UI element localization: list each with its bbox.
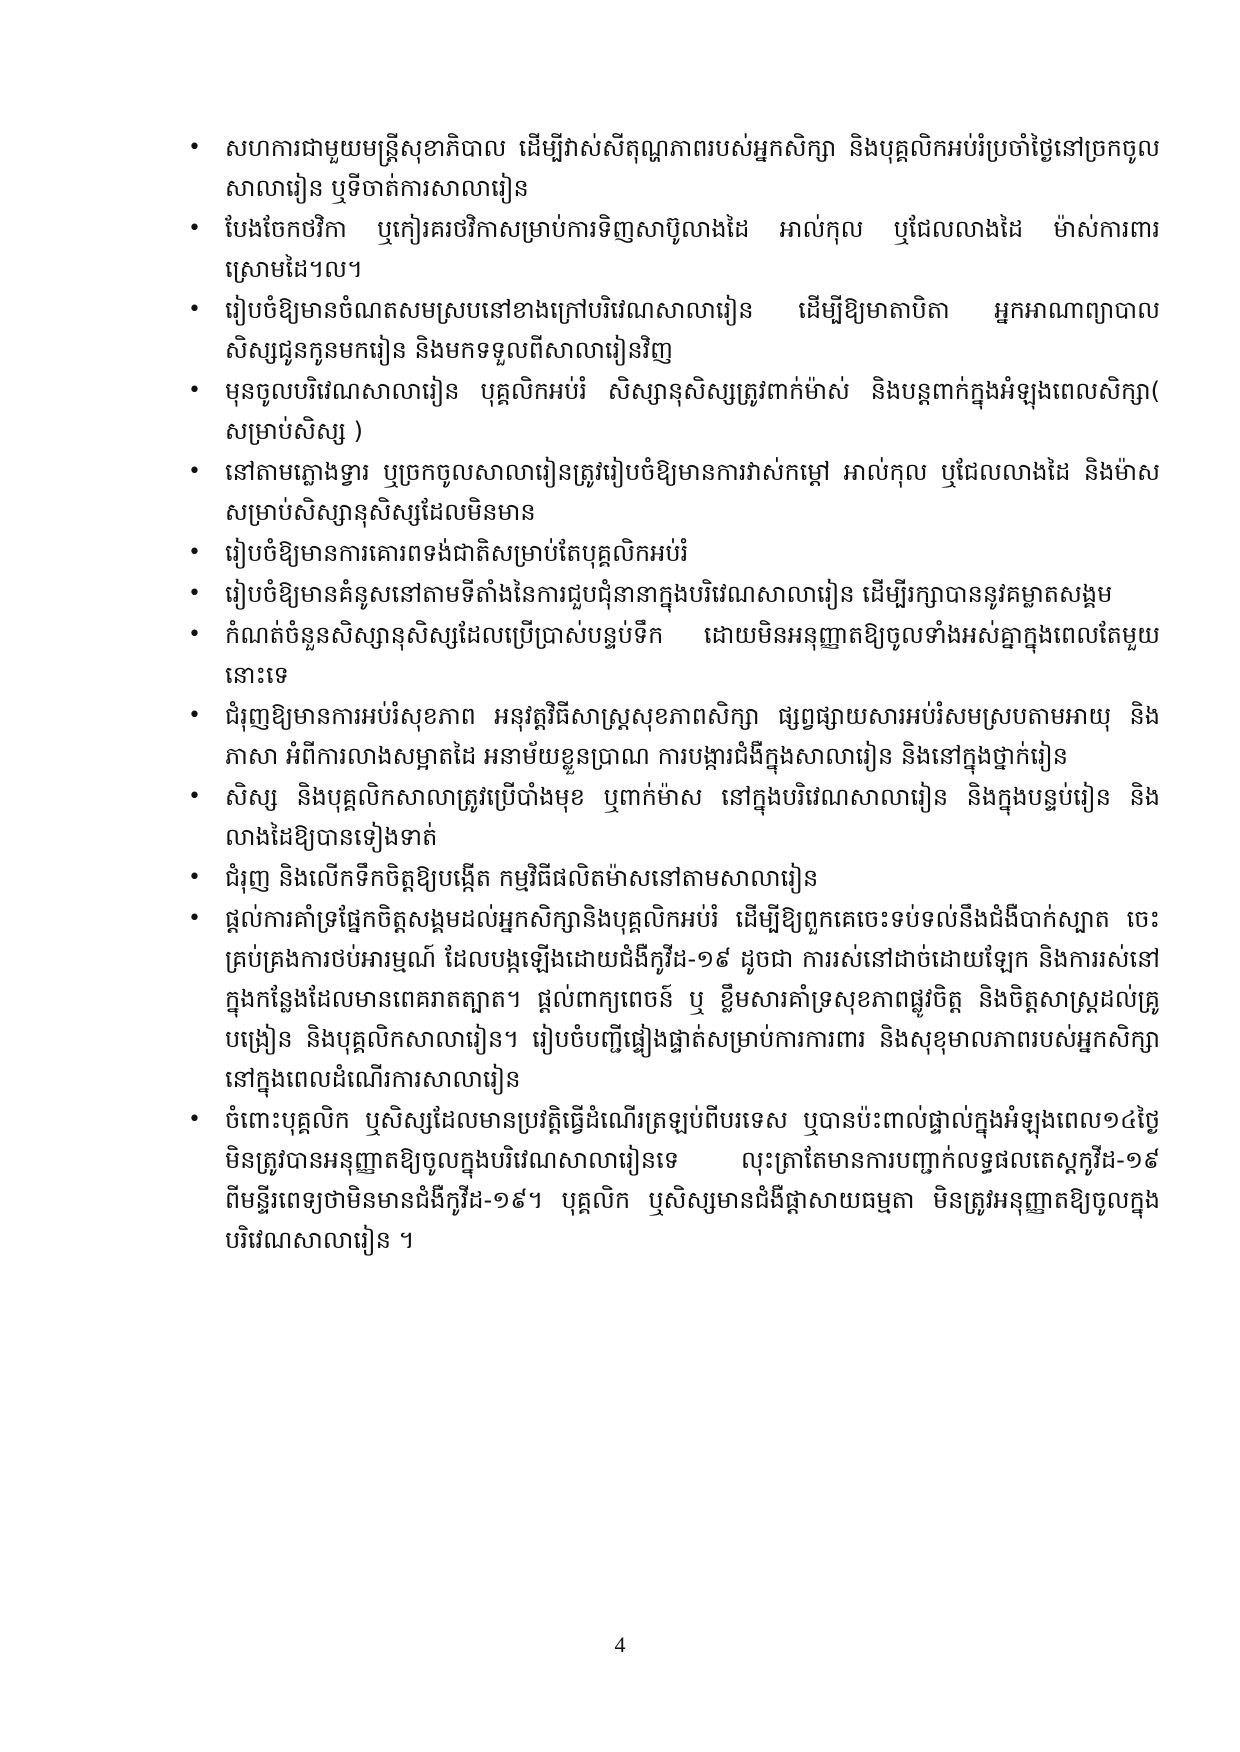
bullet-icon: • [188,622,201,647]
list-item [188,128,1160,208]
page-number: 4 [614,1632,626,1657]
list-item-text: សិស្ស និងបុគ្គលិកសាលាត្រូវប្រើបាំងមុខ ឬពាក់ម៉ាស នៅក្នុងបរិវេណសាលារៀន និងក្នុងបន្ទប់រៀន និងលាងដៃឱ្យបានទៀងទាត់ [225,783,1160,851]
list-item [188,290,1160,370]
list-item-text: កំណត់ចំនួនសិស្សានុសិស្សដែលប្រើប្រាស់បន្ទប់ទឹក ដោយមិនអនុញ្ញាតឱ្យចូលទាំងអស់គ្នាក្នុងពេលតែមួយនោះទេ [225,621,1160,689]
list-item [188,858,1160,898]
bullet-icon: • [188,865,201,890]
bullet-icon: • [188,459,201,484]
list-item [188,533,1160,573]
list-item [188,1100,1160,1260]
bullet-icon: • [188,581,201,606]
list-item-text: រៀបចំឱ្យមានចំណតសមស្របនៅខាងក្រៅបរិវេណសាលារៀន ដើម្បីឱ្យមាតាបិតា អ្នកអាណាព្យាបាលសិស្សជូនកូនមករៀន និងមកទទួលពីសាលារៀនវិញ [225,296,1160,364]
bullet-icon: • [188,703,201,728]
list-item [188,899,1160,1099]
list-item-text: មុនចូលបរិវេណសាលារៀន បុគ្គលិកអប់រំ សិស្សានុសិស្សត្រូវពាក់ម៉ាស់ និងបន្តពាក់ក្នុងអំឡុងពេលសិក្សា( សម្រាប់សិស្ស ) [225,377,1160,445]
list-item-text: ចំពោះបុគ្គលិក ឬសិស្សដែលមានប្រវត្តិធ្វើដំណើរត្រឡប់ពីបរទេស ឬបានប៉ះពាល់ផ្ទាល់ក្នុងអំឡុងពេល១៤ថ្ងៃ មិនត្រូវបានអនុញ្ញាតឱ្យចូលក្នុងបរិវេណសាលារៀនទេ លុះត្រាតែមានការបញ្ជាក់លទ្ធផលតេស្តកូវីដ-១៩ ពីមន្ទីរពេទ្យថាមិនមានជំងឺកូវីដ-១៩។ បុគ្គលិក ឬសិស្សមានជំងឺផ្ដាសាយធម្មតា មិនត្រូវអនុញ្ញាតឱ្យចូលក្នុងបរិវេណសាលារៀន ។ [225,1106,1160,1254]
bullet-icon: • [188,784,201,809]
list-item [188,777,1160,857]
bullet-list [188,128,1160,1261]
bullet-icon: • [188,540,201,565]
list-item-text: រៀបចំឱ្យមានគំនូសនៅតាមទីតាំងនៃការជួបជុំនានាក្នុងបរិវេណសាលារៀន ដើម្បីរក្សាបាននូវគម្លាតសង្គម [225,580,1113,608]
list-item [188,452,1160,532]
list-item-text: ជំរុញឱ្យមានការអប់រំសុខភាព អនុវត្តវិធីសាស្ត្រសុខភាពសិក្សា ផ្សព្វផ្សាយសារអប់រំសមស្របតាមអាយុ និងភាសា អំពីការលាងសម្អាតដៃ អនាម័យខ្លួនប្រាណ ការបង្ការជំងឺក្នុងសាលារៀន និងនៅក្នុងថ្នាក់រៀន [225,702,1160,770]
list-item-text: បែងចែកថវិកា ឬកៀរគរថវិកាសម្រាប់ការទិញសាប៊ូលាងដៃ អាល់កុល ឬជែលលាងដៃ ម៉ាស់ការពារស្រោមដៃ។ល។ [225,215,1160,283]
bullet-icon: • [188,135,201,160]
list-item-text: ជំរុញ និងលើកទឹកចិត្តឱ្យបង្កើត កម្មវិធីផលិតម៉ាសនៅតាមសាលារៀន [225,864,819,892]
bullet-icon: • [188,1107,201,1132]
list-item [188,209,1160,289]
list-item-text: ផ្ដល់ការគាំទ្រផ្នែកចិត្តសង្គមដល់អ្នកសិក្សានិងបុគ្គលិកអប់រំ ដើម្បីឱ្យពួកគេចេះទប់ទល់នឹងជំងឺបាក់ស្បាត ចេះគ្រប់គ្រងការថប់អារម្មណ៍ ដែលបង្កឡើងដោយជំងឺកូវីដ-១៩ ដូចជា ការរស់នៅដាច់ដោយឡែក និងការរស់នៅក្នុងកន្លែងដែលមានពេគរាតត្បាត។ ផ្ដល់ពាក្យពេចន៍ ឬ ខ្លឹមសារគាំទ្រសុខភាពផ្លូវចិត្ត និងចិត្តសាស្ត្រដល់គ្រូបង្រៀន និងបុគ្គលិកសាលារៀន។ រៀបចំបញ្ជីផ្ទៀងផ្ទាត់សម្រាប់ការការពារ និងសុខុមាលភាពរបស់អ្នកសិក្សា នៅក្នុងពេលដំណើរការសាលារៀន [225,905,1160,1093]
list-item-text: នៅតាមភ្លោងទ្វារ ឬច្រកចូលសាលារៀនត្រូវរៀបចំឱ្យមានការវាស់កម្ដៅ អាល់កុល ឬជែលលាងដៃ និងម៉ាសសម្រាប់សិស្សានុសិស្សដែលមិនមាន [225,458,1160,526]
list-item [188,615,1160,695]
list-item [188,371,1160,451]
bullet-icon: • [188,378,201,403]
list-item-text: រៀបចំឱ្យមានការគោរពទង់ជាតិសម្រាប់តែបុគ្គលិកអប់រំ [225,539,689,567]
bullet-icon: • [188,216,201,241]
bullet-icon: • [188,906,201,931]
list-item [188,574,1160,614]
list-item [188,696,1160,776]
list-item-text: សហការជាមួយមន្ត្រីសុខាភិបាល ដើម្បីវាស់សីតុណ្ហភាពរបស់អ្នកសិក្សា និងបុគ្គលិកអប់រំប្រចាំថ្ងៃនៅច្រកចូលសាលារៀន ឬទីចាត់ការសាលារៀន [225,134,1160,202]
bullet-icon: • [188,297,201,322]
